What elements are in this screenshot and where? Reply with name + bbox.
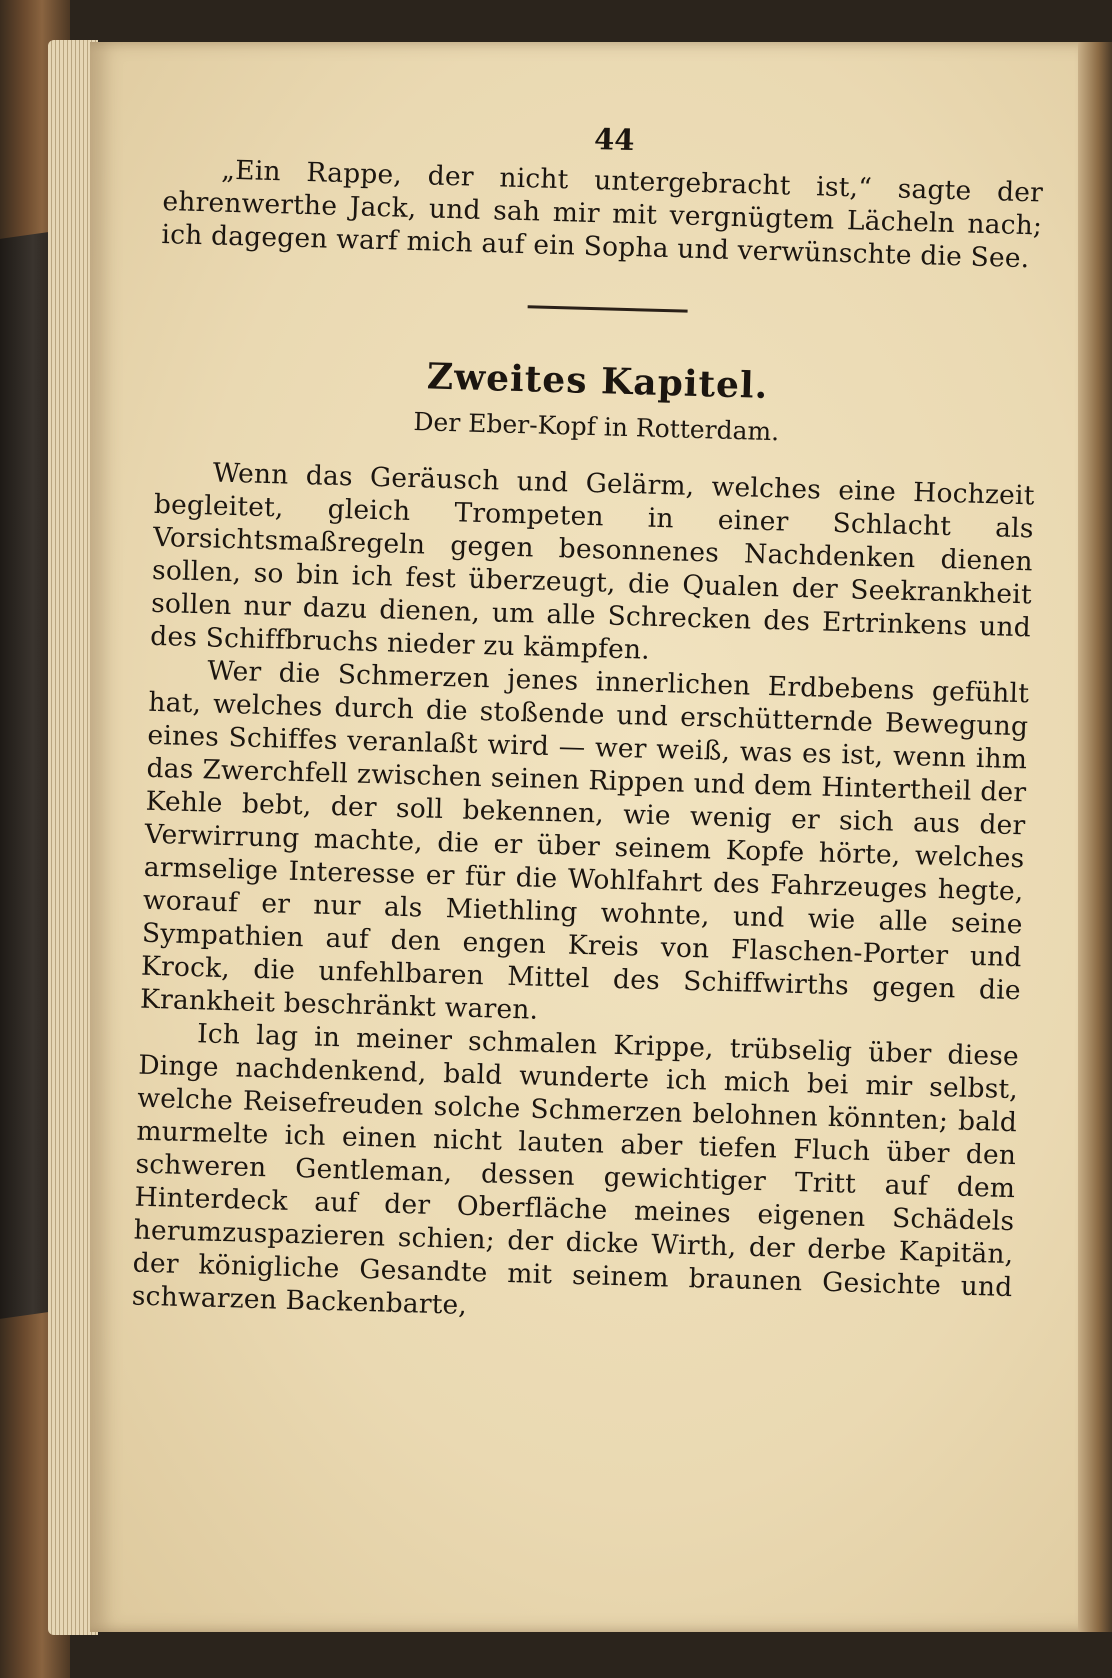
chapter-subtitle: Der Eber-Kopf in Rotterdam. [413,407,780,447]
section-divider [528,305,688,312]
book-cover-band [0,231,55,1319]
paragraph-narrow-berth: Ich lag in meiner schmalen Krippe, trübselig über diese Dinge nachdenkend, bald wunderte ich mich bei mir selbst, welche Reisefreuden solche Schmerzen belohnen könnten; bald murmelte ich einen nicht lauten aber tiefen Fluch über den schweren Gentleman, dessen gewichtiger Tritt auf dem Hinterdeck auf der Oberfläche meines eigenen Schädels herumzuspazieren schien; der dicke Wirth, der derbe Kapitän, der königliche Gesandte mit seinem braunen Gesichte und schwarzen Backenbarte, [131,1018,1020,1321]
book-gutter [1078,42,1112,1632]
page-number: 44 [593,122,635,158]
paragraph-closing-chapter-one: „Ein Rappe, der nicht untergebracht ist,“ sagte der ehrenwerthe Jack, und sah mir mit vergnügtem Lächeln nach; ich dagegen warf mich auf ein Sopha und verwünschte die See. [161,154,1044,275]
paragraph-seasickness: Wenn das Geräusch und Gelärm, welches eine Hochzeit begleitet, gleich Trompeten in einer Schlacht als Vorsichtsmaßregeln gegen besonnenes Nachdenken dienen sollen, so bin ich fest überzeugt, die Qualen der Seekrankheit sollen nur dazu dienen, um alle Schrecken des Ertrinkens und des Schiffbruchs nieder zu kämpfen. [149,457,1035,666]
page-text-block [131,110,1044,1337]
chapter-title: Zweites Kapitel. [426,355,769,407]
paragraph-earthquake: Wer die Schmerzen jenes innerlichen Erdbebens gefühlt hat, welches durch die stoßende und erschütternde Bewegung eines Schiffes veranlaßt wird — wer weiß, was es ist, wenn ihm das Zwerchfell zwischen seinen Rippen und dem Hintertheil der Kehle bebt, der soll bekennen, wie wenig er sich aus der Verwirrung machte, die er über seinem Kopfe hörte, welches armselige Interesse er für die Wohlfahrt des Fahrzeuges hegte, worauf er nur als Miethling wohnte, und wie alle seine Sympathien auf den engen Kreis von Flaschen-Porter und Krock, die unfehlbaren Mittel des Schiffwirths gegen die Krankheit beschränkt waren. [139,655,1030,1026]
